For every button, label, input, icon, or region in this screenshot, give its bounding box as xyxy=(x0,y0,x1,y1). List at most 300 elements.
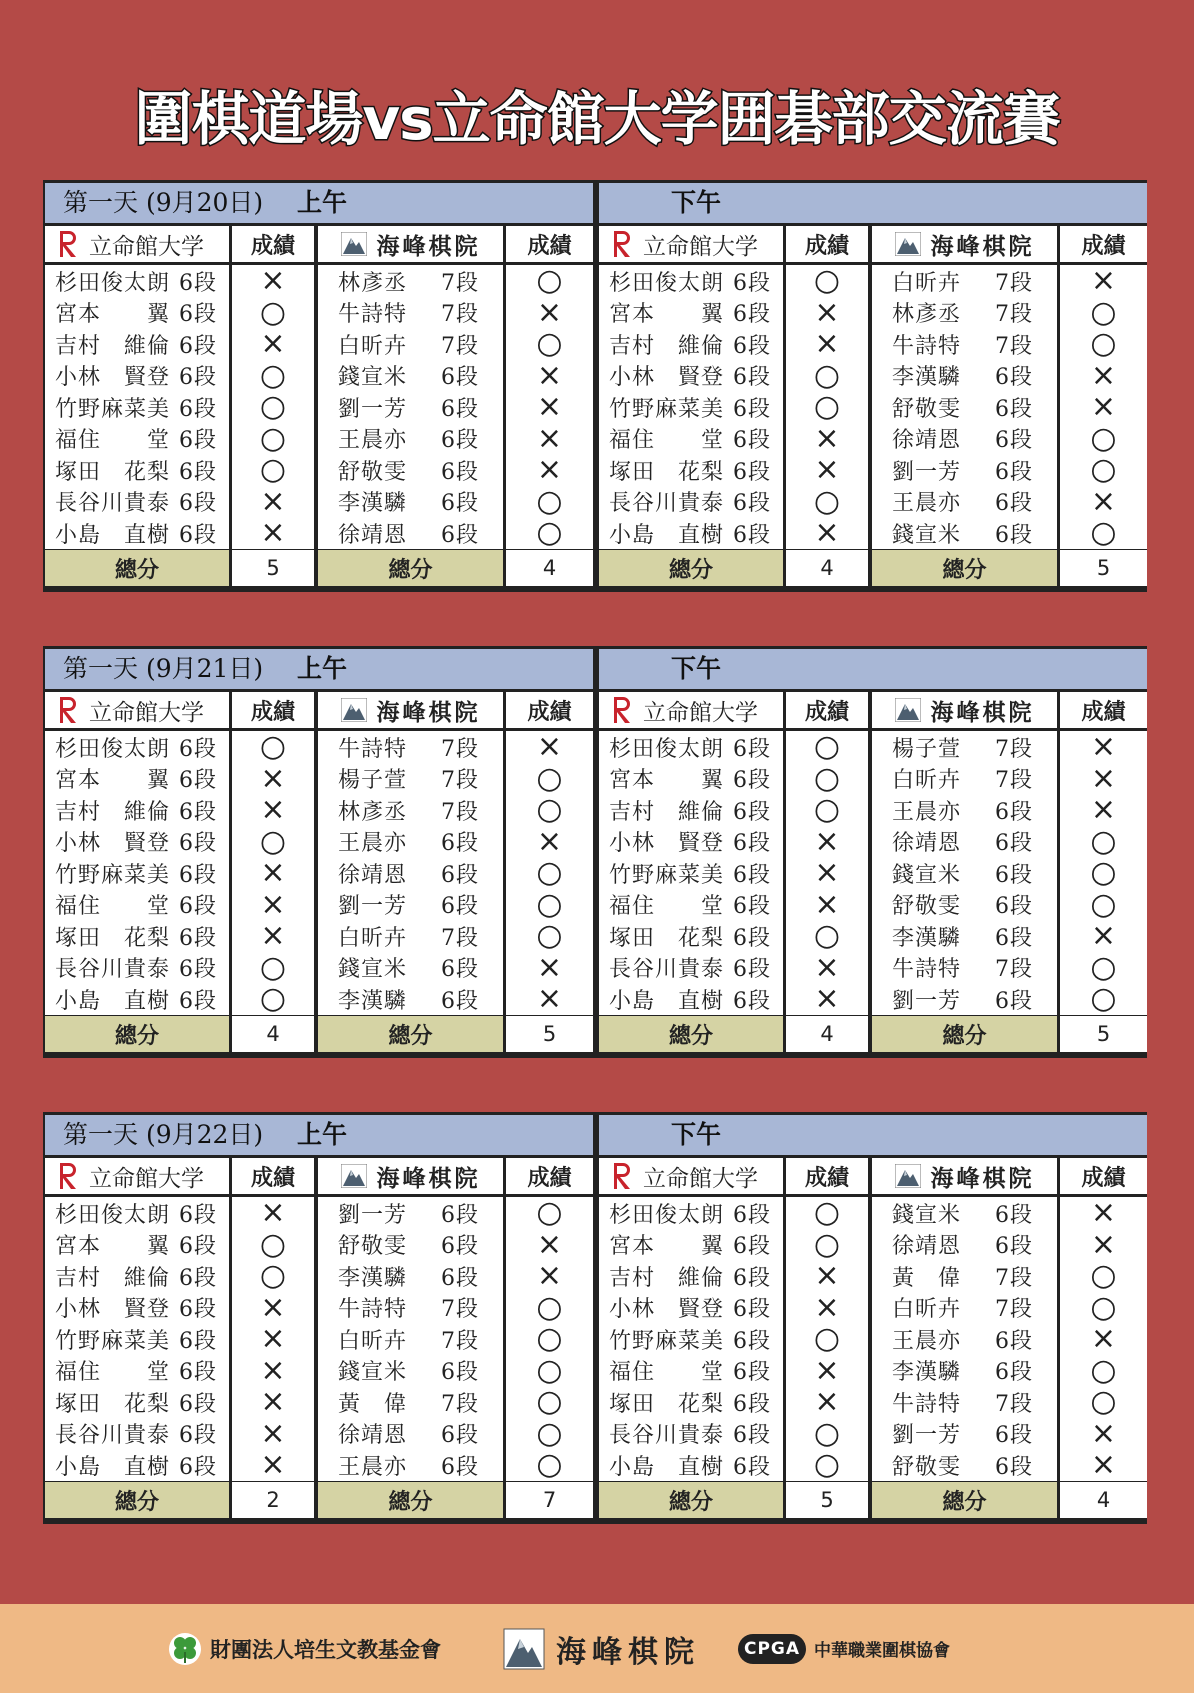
result-mark: × xyxy=(536,422,563,455)
player-rank: 6段 xyxy=(179,894,217,919)
result-mark: × xyxy=(814,1354,840,1387)
result-mark: ○ xyxy=(536,1291,563,1324)
ritsumeikan-player xyxy=(45,952,229,984)
total-row xyxy=(599,1016,1147,1052)
ritsumeikan-player xyxy=(45,360,229,392)
match-row xyxy=(599,1355,1147,1387)
player-name: 長谷川貴泰 xyxy=(55,1423,171,1448)
result-mark: × xyxy=(260,517,286,549)
mountain-logo-icon xyxy=(341,1164,367,1188)
result-cell xyxy=(506,1229,593,1261)
ritsumeikan-player xyxy=(599,454,783,486)
haifeng-player xyxy=(872,1355,1057,1387)
result-mark: × xyxy=(1090,485,1117,518)
haifeng-player xyxy=(872,297,1057,329)
result-cell xyxy=(1060,1323,1147,1355)
match-row xyxy=(45,1355,593,1387)
haifeng-total: 5 xyxy=(1060,550,1147,586)
result-cell xyxy=(786,517,868,549)
player-name: 小島 直樹 xyxy=(55,522,171,548)
player-rank: 6段 xyxy=(179,862,217,888)
player-rank: 6段 xyxy=(995,365,1033,390)
haifeng-header xyxy=(872,1158,1057,1194)
player-rank: 6段 xyxy=(179,1297,217,1322)
haifeng-player xyxy=(872,826,1057,858)
haifeng-label: 海峰棋院 xyxy=(930,232,1035,260)
result-mark: × xyxy=(260,857,286,889)
result-cell xyxy=(786,328,868,360)
match-row xyxy=(599,1449,1147,1481)
player-name: 杉田俊太朗 xyxy=(55,736,171,762)
ritsumeikan-player xyxy=(45,423,229,455)
result-cell xyxy=(506,794,593,826)
result-mark: ○ xyxy=(536,888,563,921)
haifeng-player xyxy=(318,265,503,297)
player-name: 王晨亦 xyxy=(338,1454,408,1480)
player-rank: 6段 xyxy=(179,1360,217,1385)
player-rank: 6段 xyxy=(179,736,217,762)
ritsumeikan-player xyxy=(45,265,229,297)
haifeng-player xyxy=(318,297,503,329)
player-rank: 7段 xyxy=(995,270,1033,296)
match-row xyxy=(45,1292,593,1324)
player-rank: 6段 xyxy=(995,925,1033,951)
player-rank: 6段 xyxy=(179,957,217,982)
haifeng-player xyxy=(318,1323,503,1355)
player-rank: 7段 xyxy=(441,768,479,793)
player-rank: 7段 xyxy=(441,799,479,825)
haifeng-player xyxy=(318,391,503,423)
player-name: 塚田 花梨 xyxy=(609,1391,725,1417)
match-row xyxy=(599,1197,1147,1229)
player-name: 黃 偉 xyxy=(338,1391,408,1417)
player-name: 楊子萱 xyxy=(892,736,962,762)
player-rank: 7段 xyxy=(995,302,1033,327)
player-name: 錢宣米 xyxy=(892,522,962,548)
total-label: 總分 xyxy=(318,1482,503,1518)
ritsumeikan-player xyxy=(45,486,229,518)
match-row xyxy=(599,265,1147,297)
player-name: 福住 堂 xyxy=(55,428,171,453)
ritsumeikan-player xyxy=(45,1323,229,1355)
result-cell xyxy=(1060,1449,1147,1481)
result-mark: ○ xyxy=(813,1197,841,1229)
result-mark: ○ xyxy=(1090,1260,1117,1292)
match-row xyxy=(599,360,1147,392)
result-cell xyxy=(232,1386,314,1418)
player-name: 福住 堂 xyxy=(609,428,725,453)
player-name: 牛詩特 xyxy=(892,333,962,359)
player-name: 劉一芳 xyxy=(892,459,962,485)
result-mark: × xyxy=(814,422,840,455)
result-cell xyxy=(232,731,314,763)
result-mark: × xyxy=(1090,1449,1117,1481)
player-name: 楊子萱 xyxy=(338,768,408,793)
total-label: 總分 xyxy=(318,550,503,586)
session-header xyxy=(599,1115,1147,1155)
player-rank: 7段 xyxy=(441,1297,479,1322)
footer-foundation xyxy=(168,1604,441,1693)
player-rank: 6段 xyxy=(441,988,479,1014)
player-name: 塚田 花梨 xyxy=(55,459,171,485)
match-row xyxy=(45,1260,593,1292)
ritsumeikan-player xyxy=(45,1292,229,1324)
match-row xyxy=(599,1292,1147,1324)
result-cell xyxy=(506,826,593,858)
result-cell xyxy=(232,826,314,858)
mountain-logo-icon xyxy=(341,698,367,722)
result-cell xyxy=(786,1386,868,1418)
result-mark: × xyxy=(1090,762,1117,795)
player-name: 福住 堂 xyxy=(609,1360,725,1385)
player-rank: 6段 xyxy=(733,333,771,359)
session-label: 上午 xyxy=(297,1120,348,1149)
haifeng-player xyxy=(318,952,503,984)
result-cell xyxy=(786,763,868,795)
score-header: 成績 xyxy=(786,1158,868,1194)
match-row xyxy=(45,1197,593,1229)
result-cell xyxy=(1060,517,1147,549)
result-cell xyxy=(232,857,314,889)
result-mark: × xyxy=(814,888,840,921)
player-rank: 7段 xyxy=(995,1391,1033,1417)
result-mark: ○ xyxy=(1090,951,1117,984)
result-mark: ○ xyxy=(536,1323,563,1355)
session-header xyxy=(45,649,593,689)
result-mark: ○ xyxy=(813,391,841,423)
player-name: 白昕卉 xyxy=(892,1297,962,1322)
result-mark: ○ xyxy=(1090,1386,1117,1418)
ritsumeikan-player xyxy=(45,1197,229,1229)
player-rank: 6段 xyxy=(441,1202,479,1228)
result-cell xyxy=(1060,297,1147,329)
page-title: 圍棋道場vs立命館大学囲碁部交流賽 xyxy=(134,85,1060,153)
result-cell xyxy=(1060,731,1147,763)
total-label: 總分 xyxy=(872,1016,1057,1052)
result-cell xyxy=(1060,983,1147,1015)
player-name: 吉村 維倫 xyxy=(55,799,171,825)
ritsumeikan-player xyxy=(599,794,783,826)
ritsumeikan-header xyxy=(599,692,783,728)
result-mark: ○ xyxy=(536,762,563,795)
match-row xyxy=(599,1323,1147,1355)
result-cell xyxy=(786,1197,868,1229)
player-name: 白昕卉 xyxy=(892,768,962,793)
day-block xyxy=(43,180,1147,592)
score-header: 成績 xyxy=(1060,226,1147,262)
result-cell xyxy=(786,1292,868,1324)
ritsumeikan-r-logo-icon xyxy=(611,695,633,725)
player-name: 吉村 維倫 xyxy=(609,1265,725,1291)
haifeng-header xyxy=(318,692,503,728)
result-mark: × xyxy=(260,1323,286,1355)
player-name: 宮本 翼 xyxy=(609,302,725,327)
result-mark: × xyxy=(536,825,563,858)
player-rank: 7段 xyxy=(995,736,1033,762)
player-name: 白昕卉 xyxy=(338,1328,408,1354)
total-label: 總分 xyxy=(599,1482,783,1518)
match-row xyxy=(45,1323,593,1355)
result-mark: × xyxy=(260,1449,286,1481)
cpga-name: 中華職業圍棋協會 xyxy=(814,1641,951,1661)
result-cell xyxy=(1060,857,1147,889)
ritsumeikan-player xyxy=(599,1292,783,1324)
result-mark: ○ xyxy=(536,1197,563,1229)
result-mark: × xyxy=(1090,1323,1117,1355)
result-mark: × xyxy=(1090,1228,1117,1261)
result-mark: × xyxy=(814,983,840,1015)
result-cell xyxy=(506,1355,593,1387)
result-cell xyxy=(1060,265,1147,297)
player-name: 牛詩特 xyxy=(892,957,962,982)
ritsumeikan-player xyxy=(599,1197,783,1229)
haifeng-player xyxy=(318,517,503,549)
result-mark: ○ xyxy=(536,1417,563,1450)
match-row xyxy=(599,1386,1147,1418)
result-cell xyxy=(232,952,314,984)
haifeng-player xyxy=(318,328,503,360)
session-label: 上午 xyxy=(297,188,348,217)
ritsumeikan-r-logo-icon xyxy=(611,229,633,259)
player-name: 竹野麻菜美 xyxy=(609,1328,725,1354)
result-mark: × xyxy=(814,857,840,889)
result-cell xyxy=(1060,952,1147,984)
haifeng-player xyxy=(318,1418,503,1450)
result-mark: ○ xyxy=(813,359,841,392)
haifeng-player xyxy=(872,328,1057,360)
haifeng-player xyxy=(318,826,503,858)
result-mark: ○ xyxy=(813,920,841,952)
player-rank: 7段 xyxy=(995,957,1033,982)
result-mark: ○ xyxy=(1090,857,1117,889)
player-name: 吉村 維倫 xyxy=(55,1265,171,1291)
ritsumeikan-player xyxy=(599,1386,783,1418)
column-header-row xyxy=(599,226,1147,262)
match-row xyxy=(45,517,593,549)
result-mark: ○ xyxy=(813,1449,841,1481)
result-cell xyxy=(506,423,593,455)
result-cell xyxy=(786,1449,868,1481)
result-cell xyxy=(786,297,868,329)
result-cell xyxy=(1060,920,1147,952)
result-mark: ○ xyxy=(1090,422,1117,455)
result-mark: ○ xyxy=(813,265,841,297)
match-row xyxy=(599,794,1147,826)
match-row xyxy=(45,857,593,889)
player-rank: 6段 xyxy=(441,1360,479,1385)
result-cell xyxy=(506,1449,593,1481)
result-cell xyxy=(232,1260,314,1292)
ritsumeikan-player xyxy=(45,763,229,795)
result-cell xyxy=(506,857,593,889)
ritsumeikan-total: 2 xyxy=(232,1482,314,1518)
result-mark: ○ xyxy=(259,454,287,486)
ritsumeikan-player xyxy=(45,794,229,826)
result-mark: × xyxy=(814,1260,840,1292)
player-name: 小林 賢登 xyxy=(609,365,725,390)
player-name: 劉一芳 xyxy=(892,988,962,1014)
haifeng-player xyxy=(872,1418,1057,1450)
haifeng-player xyxy=(318,983,503,1015)
haifeng-header xyxy=(872,226,1057,262)
result-cell xyxy=(506,1418,593,1450)
player-name: 白昕卉 xyxy=(338,925,408,951)
match-row xyxy=(599,857,1147,889)
match-row xyxy=(45,920,593,952)
score-header: 成績 xyxy=(786,226,868,262)
haifeng-player xyxy=(872,391,1057,423)
player-name: 林彥丞 xyxy=(338,270,408,296)
ritsumeikan-header xyxy=(599,1158,783,1194)
haifeng-player xyxy=(872,486,1057,518)
result-mark: ○ xyxy=(259,731,287,763)
ritsumeikan-player xyxy=(45,517,229,549)
player-rank: 6段 xyxy=(733,1234,771,1259)
player-name: 宮本 翼 xyxy=(609,768,725,793)
haifeng-player xyxy=(318,1260,503,1292)
player-rank: 6段 xyxy=(179,270,217,296)
column-header-row xyxy=(45,226,593,262)
match-row xyxy=(45,1386,593,1418)
result-mark: × xyxy=(536,391,563,423)
player-rank: 6段 xyxy=(733,522,771,548)
ritsumeikan-player xyxy=(599,1355,783,1387)
session-label: 下午 xyxy=(671,654,722,683)
result-mark: ○ xyxy=(259,391,287,423)
ritsumeikan-player xyxy=(599,1229,783,1261)
player-rank: 6段 xyxy=(733,1454,771,1480)
ritsumeikan-total: 4 xyxy=(786,1016,868,1052)
result-cell xyxy=(1060,1260,1147,1292)
player-name: 杉田俊太朗 xyxy=(55,270,171,296)
result-cell xyxy=(1060,1197,1147,1229)
day-block xyxy=(43,646,1147,1058)
player-name: 塚田 花梨 xyxy=(609,925,725,951)
result-cell xyxy=(506,391,593,423)
result-mark: × xyxy=(1090,794,1117,826)
player-rank: 6段 xyxy=(733,831,771,856)
player-rank: 6段 xyxy=(995,1360,1033,1385)
result-mark: ○ xyxy=(1090,454,1117,486)
haifeng-player xyxy=(318,763,503,795)
player-rank: 6段 xyxy=(733,302,771,327)
player-rank: 6段 xyxy=(995,1328,1033,1354)
player-name: 小林 賢登 xyxy=(609,1297,725,1322)
result-mark: × xyxy=(814,951,840,984)
match-row xyxy=(45,794,593,826)
haifeng-player xyxy=(872,517,1057,549)
player-name: 錢宣米 xyxy=(338,365,408,390)
haifeng-player xyxy=(318,360,503,392)
ritsumeikan-total: 5 xyxy=(232,550,314,586)
result-mark: ○ xyxy=(536,328,563,360)
result-cell xyxy=(506,1292,593,1324)
haifeng-player xyxy=(872,1292,1057,1324)
player-name: 徐靖恩 xyxy=(338,862,408,888)
mountain-logo-icon xyxy=(895,698,921,722)
match-row xyxy=(599,763,1147,795)
result-cell xyxy=(786,920,868,952)
haifeng-player xyxy=(872,1197,1057,1229)
haifeng-player xyxy=(318,1229,503,1261)
result-cell xyxy=(232,1355,314,1387)
player-rank: 6段 xyxy=(733,957,771,982)
match-row xyxy=(45,1418,593,1450)
mountain-logo-icon xyxy=(502,1627,546,1671)
ritsumeikan-r-logo-icon xyxy=(57,695,79,725)
player-rank: 6段 xyxy=(179,1423,217,1448)
total-label: 總分 xyxy=(872,1482,1057,1518)
result-cell xyxy=(506,1386,593,1418)
player-rank: 6段 xyxy=(995,988,1033,1014)
footer-haifeng xyxy=(502,1604,700,1693)
haifeng-total: 7 xyxy=(506,1482,593,1518)
player-rank: 6段 xyxy=(179,428,217,453)
player-name: 牛詩特 xyxy=(338,302,408,327)
haifeng-player xyxy=(318,794,503,826)
player-name: 劉一芳 xyxy=(338,396,408,422)
haifeng-label: 海峰棋院 xyxy=(376,698,481,726)
result-cell xyxy=(232,1323,314,1355)
player-rank: 6段 xyxy=(995,522,1033,548)
session-header xyxy=(45,1115,593,1155)
result-cell xyxy=(786,731,868,763)
ritsumeikan-player xyxy=(599,360,783,392)
column-header-row xyxy=(45,692,593,728)
result-cell xyxy=(232,328,314,360)
result-cell xyxy=(506,1323,593,1355)
haifeng-total: 4 xyxy=(506,550,593,586)
session-label: 上午 xyxy=(297,654,348,683)
haifeng-total: 4 xyxy=(1060,1482,1147,1518)
player-name: 舒敬雯 xyxy=(892,894,962,919)
player-name: 錢宣米 xyxy=(338,957,408,982)
player-name: 竹野麻菜美 xyxy=(609,396,725,422)
result-cell xyxy=(232,265,314,297)
player-name: 李漢驎 xyxy=(338,1265,408,1291)
session-header xyxy=(599,183,1147,223)
player-rank: 6段 xyxy=(179,1234,217,1259)
player-rank: 6段 xyxy=(733,1265,771,1291)
result-mark: ○ xyxy=(813,762,841,795)
player-rank: 6段 xyxy=(179,1328,217,1354)
haifeng-player xyxy=(318,857,503,889)
result-mark: × xyxy=(536,951,563,984)
result-cell xyxy=(786,391,868,423)
result-mark: ○ xyxy=(259,296,287,329)
ritsumeikan-player xyxy=(599,826,783,858)
match-row xyxy=(45,328,593,360)
player-name: 竹野麻菜美 xyxy=(55,1328,171,1354)
match-row xyxy=(599,983,1147,1015)
result-mark: ○ xyxy=(536,517,563,549)
player-name: 長谷川貴泰 xyxy=(609,1423,725,1448)
player-rank: 7段 xyxy=(441,302,479,327)
haifeng-player xyxy=(318,1292,503,1324)
result-cell xyxy=(506,889,593,921)
player-name: 錢宣米 xyxy=(892,1202,962,1228)
match-row xyxy=(45,1229,593,1261)
ritsumeikan-player xyxy=(599,889,783,921)
player-rank: 6段 xyxy=(441,365,479,390)
result-mark: × xyxy=(814,1386,840,1418)
result-cell xyxy=(1060,454,1147,486)
player-rank: 6段 xyxy=(733,1328,771,1354)
result-cell xyxy=(232,360,314,392)
result-cell xyxy=(506,1197,593,1229)
result-cell xyxy=(506,454,593,486)
result-cell xyxy=(232,517,314,549)
